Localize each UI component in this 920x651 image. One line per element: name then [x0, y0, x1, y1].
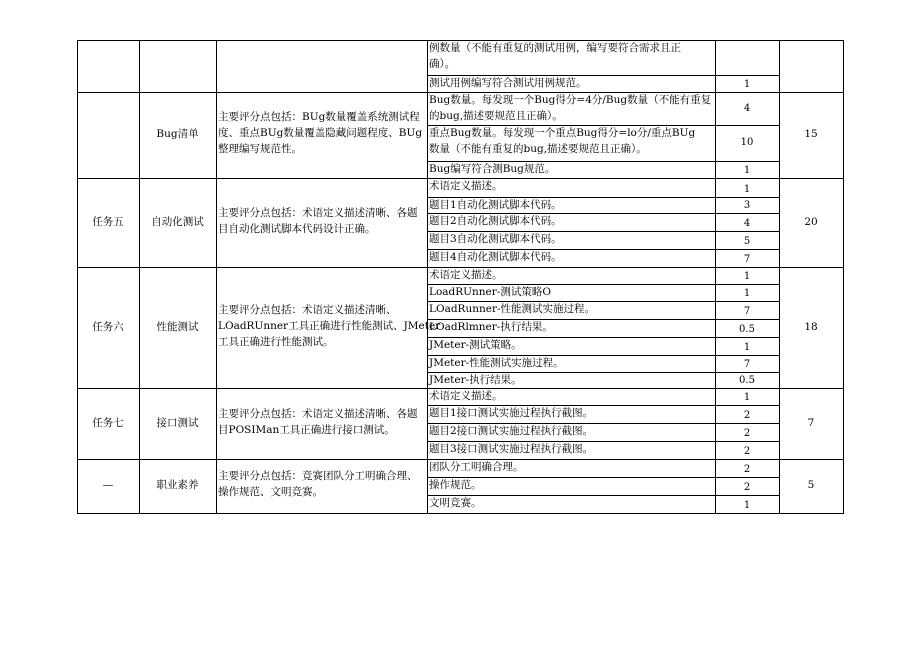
- criterion-line: 术语定义描述。: [429, 269, 503, 281]
- table-rule: [427, 75, 780, 76]
- task-label: 任务六: [92, 320, 124, 333]
- criterion-line: 题目4自动化测试脚本代码。: [429, 251, 562, 263]
- criterion-line: 操作规范。: [429, 479, 482, 491]
- table-rule: [427, 319, 780, 320]
- criterion-value: 1: [743, 342, 751, 353]
- criterion-value: 2: [743, 410, 751, 421]
- table-rule: [427, 197, 780, 198]
- criterion-line: 题目2接口测试实施过程执行截图。: [429, 425, 594, 437]
- module-label: Bug清单: [156, 128, 199, 140]
- criterion-value: 3: [743, 200, 751, 211]
- table-rule: [77, 92, 844, 93]
- criterion-line: 题目3自动化测试脚本代码。: [429, 233, 562, 245]
- criterion-line: 题目3接口测试实施过程执行截图。: [429, 443, 594, 455]
- criterion-value: 2: [743, 482, 751, 493]
- table-rule: [77, 40, 844, 41]
- criterion-value: 4: [743, 102, 751, 114]
- criterion-line: 的bug,描述要规范且正确）。: [429, 110, 563, 122]
- criterion-line: LOadRlmner-执行结果。: [429, 321, 553, 333]
- table-rule: [779, 40, 780, 514]
- criterion-value: 1: [743, 79, 751, 90]
- row-score: 5: [807, 479, 815, 491]
- criterion-line: 术语定义描述。: [429, 390, 503, 402]
- criterion-line: 题目1接口测试实施过程执行截图。: [429, 407, 594, 419]
- table-rule: [77, 267, 844, 268]
- table-rule: [427, 372, 780, 373]
- row-score: 7: [807, 416, 815, 429]
- scoring-points-line: 目POSIMan工具正确进行接口测试。: [218, 423, 395, 436]
- module-label: 性能测试: [156, 320, 199, 333]
- criterion-value: 1: [743, 288, 751, 299]
- criterion-value: 4: [743, 218, 751, 229]
- table-rule: [427, 284, 780, 285]
- criterion-line: LOadRunner-性能测试实施过程。: [429, 303, 596, 315]
- criterion-value: 1: [743, 392, 751, 403]
- task-label: 任务五: [92, 215, 124, 228]
- criterion-value: 0.5: [739, 324, 755, 335]
- table-rule: [139, 40, 140, 514]
- criterion-line: Bug数量。每发现一个Bug得分=4分/Bug数量（不能有重复: [429, 94, 712, 106]
- criterion-line: 例数量（不能有重复的测试用例，编写要符合需求且正: [429, 42, 681, 54]
- table-rule: [427, 161, 780, 162]
- table-rule: [427, 125, 780, 126]
- row-score: 20: [804, 215, 818, 228]
- criterion-line: 术语定义描述。: [429, 180, 503, 192]
- scoring-points-line: 主要评分点包括：BUg数量覆盖系统测试程: [218, 111, 420, 123]
- table-rule: [216, 40, 217, 514]
- table-rule: [427, 477, 780, 478]
- criterion-line: Bug编写符合测Bug规范。: [429, 163, 556, 175]
- task-label: —: [102, 479, 114, 491]
- criterion-value: 7: [743, 254, 751, 265]
- criterion-line: JMeter-性能测试实施过程。: [429, 357, 564, 369]
- criterion-value: 1: [743, 271, 751, 282]
- criterion-value: 5: [743, 236, 751, 247]
- row-score: 18: [804, 320, 818, 333]
- scoring-points-line: 主要评分点包括：竞赛团队分工明确合理、: [218, 470, 418, 482]
- scoring-points-line: 主要评分点包括：术语定义描述清晰、各题: [218, 206, 418, 219]
- criterion-line: LoadRUnner-测试策略O: [429, 286, 551, 298]
- table-rule: [427, 405, 780, 406]
- scoring-points-line: 主要评分点包括：术语定义描述清晰、: [218, 303, 397, 316]
- table-rule: [427, 40, 428, 514]
- criterion-value: 0.5: [739, 375, 755, 386]
- criterion-value: 7: [743, 359, 751, 370]
- criterion-value: 2: [743, 446, 751, 457]
- table-rule: [77, 388, 844, 389]
- scoring-points-line: 工具正确进行性能测试。: [218, 335, 334, 348]
- criterion-value: 10: [740, 137, 754, 148]
- criterion-line: 文明竞赛。: [429, 497, 482, 509]
- module-label: 接口测试: [156, 416, 199, 429]
- scoring-points-line: 整理编写规范性。: [218, 143, 302, 155]
- table-rule: [427, 213, 780, 214]
- criterion-line: JMeter-测试策略。: [429, 339, 522, 351]
- table-rule: [77, 178, 844, 179]
- criterion-line: 测试用例编写符合测试用例规范。: [429, 77, 587, 89]
- criterion-line: 重点Bug数量。每发现一个重点Bug得分=lo分/重点BUg: [429, 127, 696, 139]
- module-label: 自动化测试: [151, 215, 204, 228]
- criterion-value: 2: [743, 464, 751, 475]
- task-label: 任务七: [92, 416, 124, 429]
- table-rule: [843, 40, 844, 514]
- criterion-line: JMeter-执行结果。: [429, 374, 522, 386]
- criterion-value: 1: [743, 165, 751, 176]
- row-score: 15: [804, 128, 818, 140]
- scoring-points-line: LOadRUnner工具正确进行性能测试、JMeter: [218, 319, 441, 332]
- criterion-line: 数量（不能有重复的bug,描述要规范且正确）。: [429, 143, 647, 155]
- scoring-points-line: 主要评分点包括：术语定义描述清晰、各题: [218, 407, 418, 420]
- table-rule: [427, 301, 780, 302]
- table-rule: [427, 423, 780, 424]
- module-label: 职业素养: [156, 479, 199, 491]
- table-rule: [427, 231, 780, 232]
- criterion-value: 1: [743, 500, 751, 511]
- table-rule: [427, 441, 780, 442]
- table-rule: [427, 337, 780, 338]
- criterion-line: 题目2自动化测试脚本代码。: [429, 215, 562, 227]
- criterion-line: 团队分工明确合理。: [429, 461, 524, 473]
- table-rule: [427, 495, 780, 496]
- criterion-line: 确）。: [429, 58, 456, 70]
- criterion-value: 2: [743, 428, 751, 439]
- criterion-value: 1: [743, 184, 751, 195]
- table-rule: [427, 249, 780, 250]
- table-rule: [77, 459, 844, 460]
- table-rule: [427, 355, 780, 356]
- criterion-line: 题目1自动化测试脚本代码。: [429, 199, 562, 211]
- criterion-value: 7: [743, 306, 751, 317]
- scoring-points-line: 度、重点BUg数量覆盖隐藏问题程度、BUg: [218, 127, 423, 139]
- scoring-points-line: 目自动化测试脚本代码设计正确。: [218, 222, 376, 235]
- scoring-points-line: 操作规范、文明竞赛。: [218, 486, 323, 498]
- table-rule: [77, 513, 844, 514]
- table-rule: [77, 40, 78, 514]
